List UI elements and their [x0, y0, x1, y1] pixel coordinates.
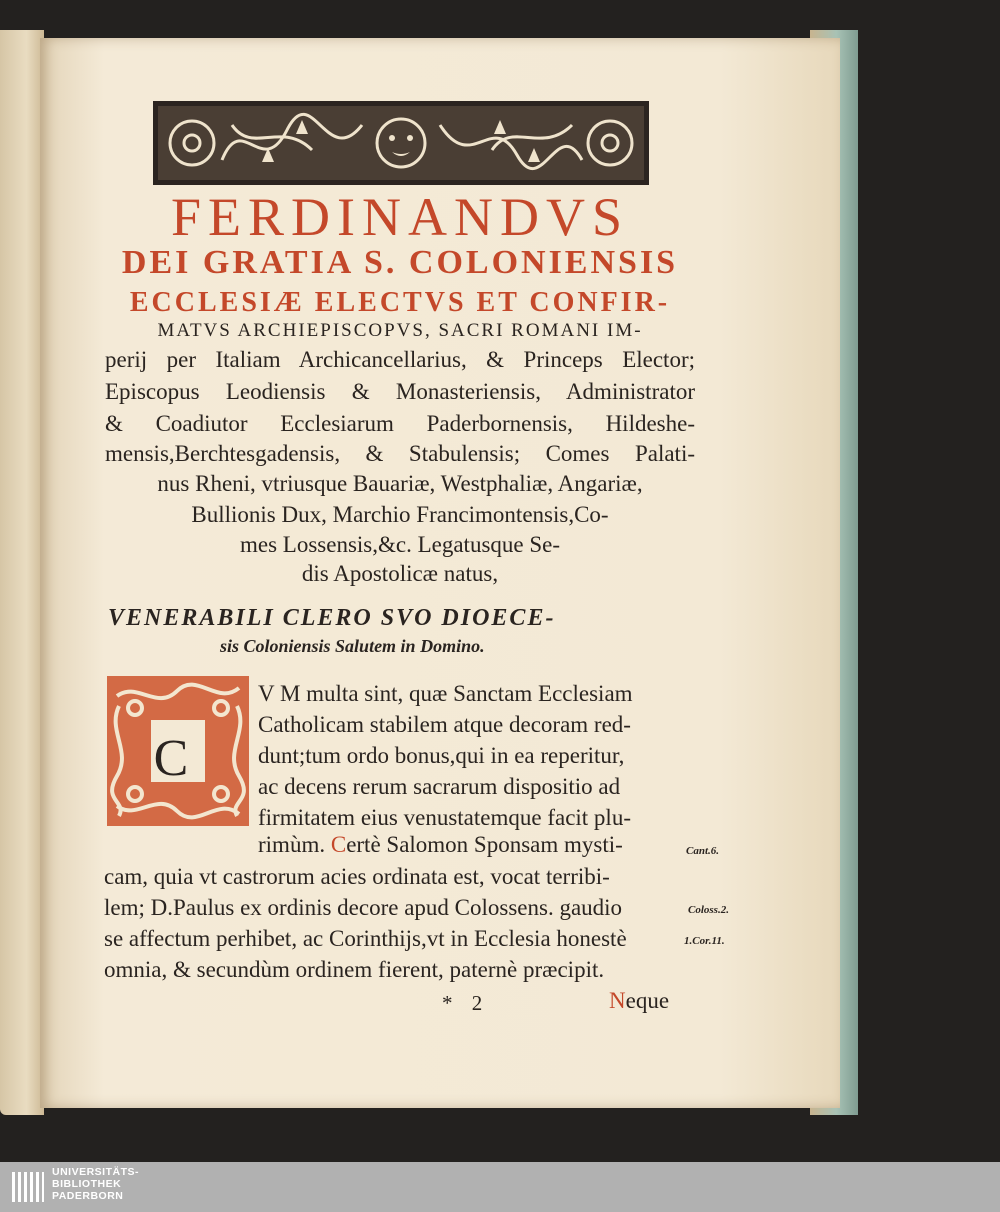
- red-initial-c: C: [330, 832, 347, 857]
- library-name: [52, 1166, 139, 1202]
- body-line-8: lem; D.Paulus ex ordinis decore apud Colossens. gaudio: [104, 895, 623, 920]
- margin-note-cant: Cant.6.: [686, 845, 720, 857]
- signature-mark: * 2: [442, 991, 483, 1015]
- catchword: [609, 988, 669, 1014]
- library-name-line-1: UNIVERSITÄTS-: [52, 1166, 140, 1178]
- left-page-edge: [0, 30, 44, 1115]
- library-name-line-2: BIBLIOTHEK: [52, 1178, 122, 1190]
- library-logo-icon: [10, 1168, 46, 1206]
- body-line-4: ac decens rerum sacrarum dispositio ad: [258, 774, 621, 799]
- titles-line-5: nus Rheni, vtriusque Bauariæ, Westphaliæ, Angariæ,: [157, 471, 643, 496]
- titles-line-2: Episcopus Leodiensis & Monasteriensis, Administrator: [105, 379, 695, 404]
- body-line-9: se affectum perhibet, ac Corinthijs,vt in Ecclesia honestè: [104, 926, 627, 951]
- body-line-3: dunt;tum ordo bonus,qui in ea reperitur,: [258, 743, 625, 768]
- library-name-line-3: PADERBORN: [52, 1190, 124, 1202]
- titles-line-6: Bullionis Dux, Marchio Francimontensis,Co-: [191, 502, 609, 527]
- body-line-10: omnia, & secundùm ordinem fierent, paternè præcipit.: [104, 957, 605, 982]
- body-line-7: cam, quia vt castrorum acies ordinata est, vocat terribi-: [104, 864, 610, 889]
- titles-line-3: & Coadiutor Ecclesiarum Paderbornensis, Hildeshe-: [105, 411, 695, 436]
- titles-line-4: mensis,Berchtesgadensis, & Stabulensis; Comes Palati-: [105, 441, 695, 466]
- ornamental-header-band: [152, 100, 650, 186]
- title-line-2: DEI GRATIA S. COLONIENSIS: [121, 244, 679, 281]
- catchword-initial: N: [609, 988, 626, 1013]
- body-line-5: firmitatem eius venustatemque facit plu-: [258, 805, 631, 830]
- titles-line-7: mes Lossensis,&c. Legatusque Se-: [239, 532, 561, 557]
- address-line-2: sis Coloniensis Salutem in Domino.: [220, 636, 485, 656]
- title-line-3: ECCLESIÆ ELECTVS ET CONFIR-: [129, 287, 671, 318]
- margin-note-cor: 1.Cor.11.: [684, 935, 725, 947]
- catchword-rest: eque: [625, 988, 670, 1013]
- body-line-6-start: rimùm.: [258, 832, 331, 857]
- titles-line-1: perij per Italiam Archicancellarius, & Princeps Elector;: [105, 347, 695, 372]
- titles-line-8: dis Apostolicæ natus,: [301, 561, 499, 586]
- body-line-6-rest: ertè Salomon Sponsam mysti-: [346, 832, 623, 857]
- body-line-6: [258, 832, 623, 858]
- body-line-1: V M multa sint, quæ Sanctam Ecclesiam: [258, 681, 633, 706]
- address-line-1: VENERABILI CLERO SVO DIOECE-: [108, 605, 556, 631]
- body-line-2: Catholicam stabilem atque decoram red-: [258, 712, 631, 737]
- margin-note-coloss: Coloss.2.: [688, 904, 729, 916]
- title-name-line: FERDINANDVS: [170, 187, 630, 247]
- title-line-4: MATVS ARCHIEPISCOPVS, SACRI ROMANI IM-: [157, 320, 643, 341]
- library-footer-bar: [0, 1162, 1000, 1212]
- dropcap-letter: C: [153, 730, 189, 787]
